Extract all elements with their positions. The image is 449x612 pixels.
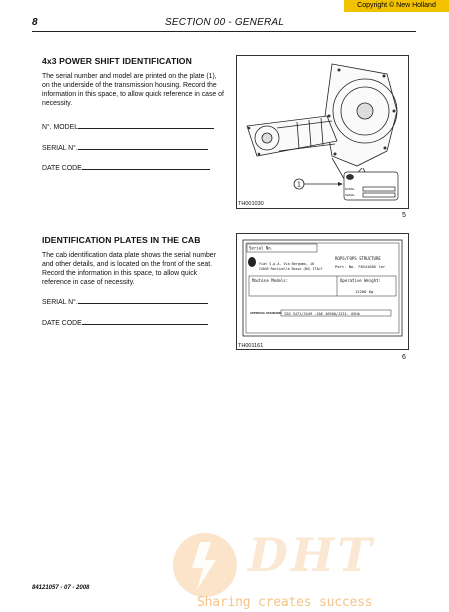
cab-date-code-field-label: DATE CODE	[42, 320, 82, 327]
document-code-footer: 84121057 - 07 - 2008	[32, 585, 90, 591]
plate-model-text: MODEL	[345, 187, 355, 191]
section2-heading: IDENTIFICATION PLATES IN THE CAB	[42, 235, 201, 245]
serial-field-label: SERIAL N°.	[42, 145, 78, 152]
date-code-field-label: DATE CODE	[42, 165, 82, 172]
callout-number: 1	[297, 181, 301, 189]
model-field-label: N°. MODEL	[42, 124, 79, 131]
cab-plate-part-no: Part. No. 73641005 ler	[335, 264, 386, 269]
copyright-banner: Copyright © New Holland	[344, 0, 449, 12]
plate-serial-text: SERIAL	[345, 193, 355, 197]
figure-5	[236, 55, 409, 209]
watermark-logo-text: DHT	[248, 528, 375, 582]
date-code-field	[42, 162, 210, 172]
cab-plate-approval-label: APPROVAL STANDARD	[250, 311, 282, 315]
model-field	[42, 121, 214, 131]
cab-plate-weight-value: 12200 Kg	[355, 289, 374, 294]
cab-date-code-field-line	[82, 317, 208, 325]
cab-serial-field	[42, 296, 208, 306]
watermark-logo-icon	[170, 530, 240, 600]
section1-body: The serial number and model are printed on the plate (1), on the underside of the transmission housing. Record the information in this space, to allow quick reference in case of necessity.	[42, 73, 224, 107]
cab-date-code-field	[42, 317, 208, 327]
cab-serial-field-line	[78, 296, 208, 304]
transmission-drawing	[237, 56, 408, 208]
cab-plate-approval-value: ISO 3471/3449 -SAE J6900/J231- OSHA	[284, 311, 360, 316]
figure-5-number: 5	[402, 212, 406, 219]
serial-field-line	[78, 142, 208, 150]
page-number: 8	[32, 17, 38, 28]
date-code-field-line	[82, 162, 210, 170]
cab-plate-drawing	[237, 234, 408, 349]
section2-body: The cab identification data plate shows the serial number and other details, and is located on the front of the seat. Record the information in this space, to allow quick reference in case of necessity.	[42, 252, 216, 286]
model-field-line	[78, 121, 214, 129]
watermark-tagline: Sharing creates success	[197, 595, 373, 610]
figure-6	[236, 233, 409, 350]
section1-heading: 4x3 POWER SHIFT IDENTIFICATION	[42, 56, 192, 66]
cab-plate-company-line2: 24049 Ponticelle Rosse (BG) ITALY	[259, 267, 323, 271]
cab-plate-machine-models: Machine Models:	[252, 278, 289, 283]
serial-field	[42, 142, 208, 152]
figure-6-number: 6	[402, 354, 406, 361]
header-divider	[32, 31, 416, 32]
cab-serial-field-label: SERIAL N°.	[42, 299, 78, 306]
cab-plate-operative-weight: Operative Weight:	[340, 278, 381, 283]
cab-plate-structure: ROPS/FOPS STRUCTURE	[335, 256, 381, 261]
section-title: SECTION 00 - GENERAL	[164, 17, 285, 28]
cab-plate-company-line1: Fiat S.p.A. Via Bergamo, 16	[259, 262, 315, 266]
figure-5-code: TH001030	[238, 201, 264, 207]
figure-6-code: TH001161	[238, 343, 264, 349]
cab-plate-serial-label: Serial No.	[249, 245, 274, 251]
